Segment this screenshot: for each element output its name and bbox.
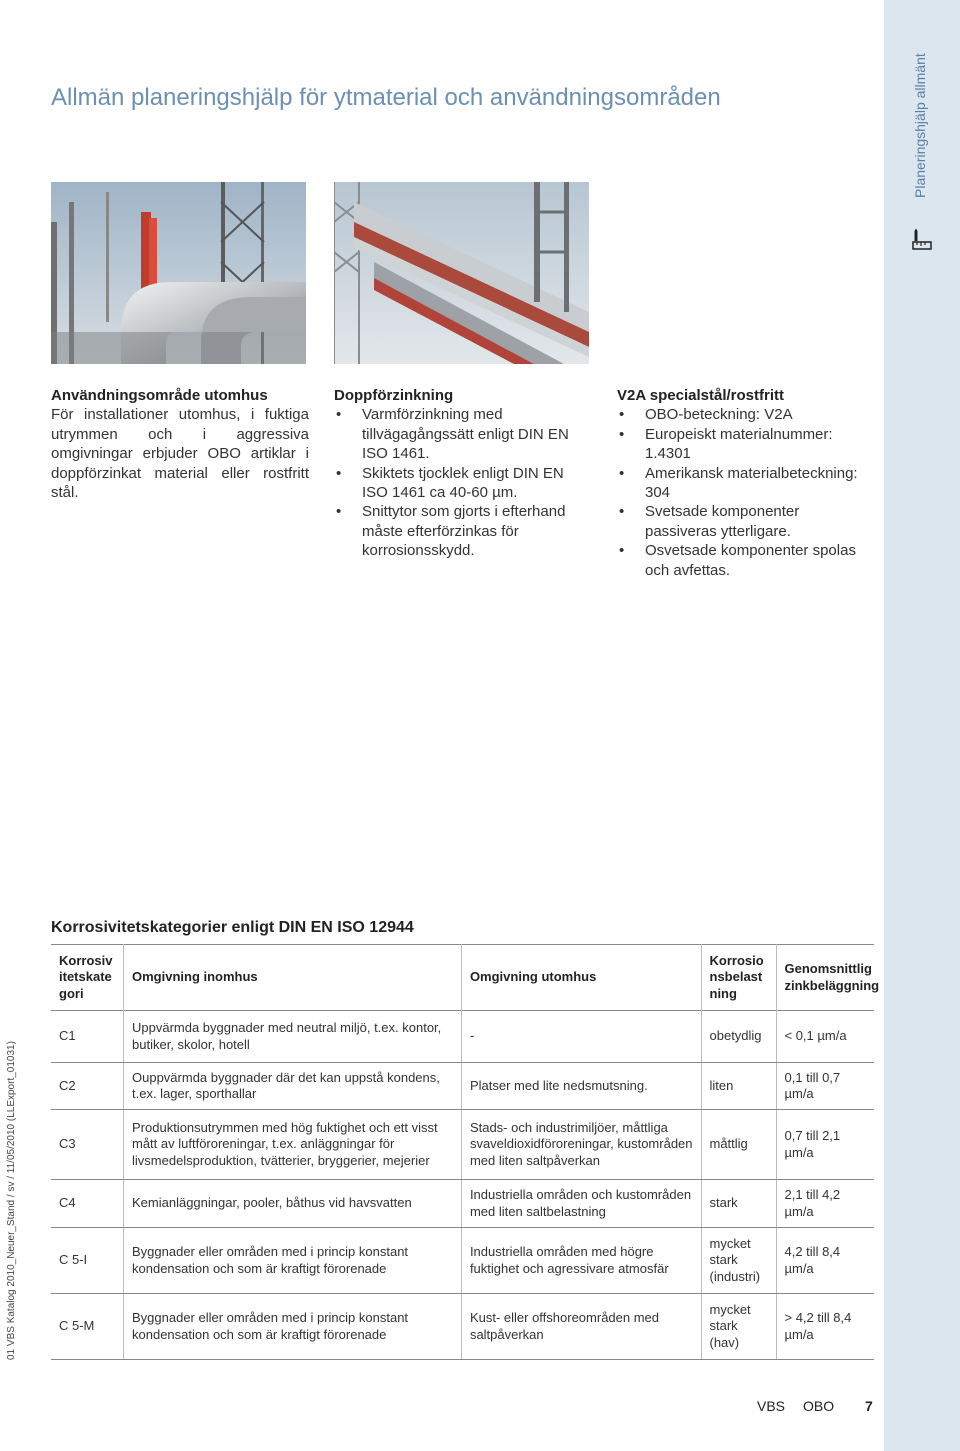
column-outdoor <box>51 386 309 502</box>
cell-belastning: liten <box>701 1063 776 1110</box>
cell-zink: 0,1 till 0,7 µm/a <box>776 1063 874 1110</box>
cell-inomhus: Ouppvärmda byggnader där det kan uppstå kondens, t.ex. lager, sporthallar <box>124 1063 462 1110</box>
footer-vbs: VBS <box>757 1398 786 1414</box>
section-label: Planeringshjälp allmänt <box>912 53 928 198</box>
cell-belastning: mycket stark (industri) <box>701 1228 776 1294</box>
table-row <box>51 1228 874 1294</box>
column-v2a <box>617 386 875 580</box>
table-header-row <box>51 945 874 1011</box>
cell-belastning: obetydlig <box>701 1011 776 1063</box>
table-row <box>51 1011 874 1063</box>
header-belastning: Korrosionsbelastning <box>701 945 776 1011</box>
cell-belastning: mycket stark (hav) <box>701 1294 776 1360</box>
photo-pipe-racks <box>334 182 589 364</box>
list-item: • Osvetsade komponenter spolas och avfettas. <box>617 541 875 580</box>
table-row <box>51 1063 874 1110</box>
cell-utomhus: Industriella områden och kustområden med liten saltbelastning <box>461 1180 701 1228</box>
table-row <box>51 1294 874 1360</box>
cell-utomhus: Platser med lite nedsmutsning. <box>461 1063 701 1110</box>
outdoor-text: För installationer utomhus, i fuktiga utrymmen och i aggressiva omgivningar erbjuder OBO artiklar i doppförzinkat material eller rostfritt stål. <box>51 406 309 502</box>
cell-utomhus: - <box>461 1011 701 1063</box>
outdoor-heading: Användningsområde utomhus <box>51 387 268 404</box>
print-info-wrap <box>6 1010 20 1360</box>
list-item: • Snittytor som gjorts i efterhand måste efterförzinkas för korrosionsskydd. <box>334 502 592 560</box>
page-title: Allmän planeringshjälp för ytmaterial och användningsområden <box>51 84 721 111</box>
photo-industrial-pipes <box>51 182 306 364</box>
cell-utomhus: Kust- eller offshoreområden med saltpåverkan <box>461 1294 701 1360</box>
cell-zink: 4,2 till 8,4 µm/a <box>776 1228 874 1294</box>
list-item: • Europeiskt materialnummer: 1.4301 <box>617 425 875 464</box>
cell-inomhus: Kemianläggningar, pooler, båthus vid havsvatten <box>124 1180 462 1228</box>
cell-kategori: C4 <box>51 1180 124 1228</box>
list-item: • Skiktets tjocklek enligt DIN EN ISO 1461 ca 40-60 µm. <box>334 464 592 503</box>
cell-belastning: stark <box>701 1180 776 1228</box>
cell-zink: 0,7 till 2,1 µm/a <box>776 1110 874 1180</box>
cell-inomhus: Uppvärmda byggnader med neutral miljö, t.ex. kontor, butiker, skolor, hotell <box>124 1011 462 1063</box>
side-bar <box>884 0 960 1451</box>
cell-zink: 2,1 till 4,2 µm/a <box>776 1180 874 1228</box>
list-item: • Varmförzinkning med tillvägagångssätt enligt DIN EN ISO 1461. <box>334 405 592 463</box>
v2a-list <box>617 405 875 580</box>
cell-kategori: C1 <box>51 1011 124 1063</box>
cell-utomhus: Industriella områden med högre fuktighet och agressivare atmosfär <box>461 1228 701 1294</box>
list-item: • OBO-beteckning: V2A <box>617 405 875 424</box>
hotdip-list <box>334 405 592 560</box>
cell-inomhus: Byggnader eller områden med i princip konstant kondensation och som är kraftigt förorenade <box>124 1228 462 1294</box>
header-kategori: Korrosivitetskategori <box>51 945 124 1011</box>
cell-kategori: C 5-I <box>51 1228 124 1294</box>
cell-kategori: C2 <box>51 1063 124 1110</box>
print-info: 01 VBS Katalog 2010_Neuer_Stand / sv / 11/05/2010 (LLExport_01031) <box>6 1041 17 1360</box>
section-label-wrap <box>912 48 932 198</box>
header-utomhus: Omgivning utomhus <box>461 945 701 1011</box>
table-row <box>51 1180 874 1228</box>
table-row <box>51 1110 874 1180</box>
cell-inomhus: Produktionsutrymmen med hög fuktighet och ett visst mått av luftföroreningar, t.ex. anläggningar för livsmedelsproduktion, tvätterier, bryggerier, mejerier <box>124 1110 462 1180</box>
v2a-heading: V2A specialstål/rostfritt <box>617 387 784 404</box>
corrosion-table <box>51 944 880 1360</box>
table-title: Korrosivitetskategorier enligt DIN EN ISO 12944 <box>51 919 414 936</box>
cell-utomhus: Stads- och industrimiljöer, måttliga svaveldioxidföroreningar, kustområden med liten saltpåverkan <box>461 1110 701 1180</box>
cell-inomhus: Byggnader eller områden med i princip konstant kondensation och som är kraftigt förorenade <box>124 1294 462 1360</box>
page-number: 7 <box>865 1398 873 1414</box>
column-hotdip <box>334 386 592 561</box>
cell-belastning: måttlig <box>701 1110 776 1180</box>
cell-kategori: C 5-M <box>51 1294 124 1360</box>
header-inomhus: Omgivning inomhus <box>124 945 462 1011</box>
cell-kategori: C3 <box>51 1110 124 1180</box>
footer-obo: OBO <box>803 1398 835 1414</box>
ruler-pencil-icon <box>910 228 934 252</box>
list-item: • Svetsade komponenter passiveras ytterligare. <box>617 502 875 541</box>
cell-zink: < 0,1 µm/a <box>776 1011 874 1063</box>
header-zink: Genomsnittlig zinkbeläggning <box>784 961 880 993</box>
hotdip-heading: Doppförzinkning <box>334 387 454 404</box>
list-item: • Amerikansk materialbeteckning: 304 <box>617 464 875 503</box>
cell-zink: > 4,2 till 8,4 µm/a <box>776 1294 874 1360</box>
